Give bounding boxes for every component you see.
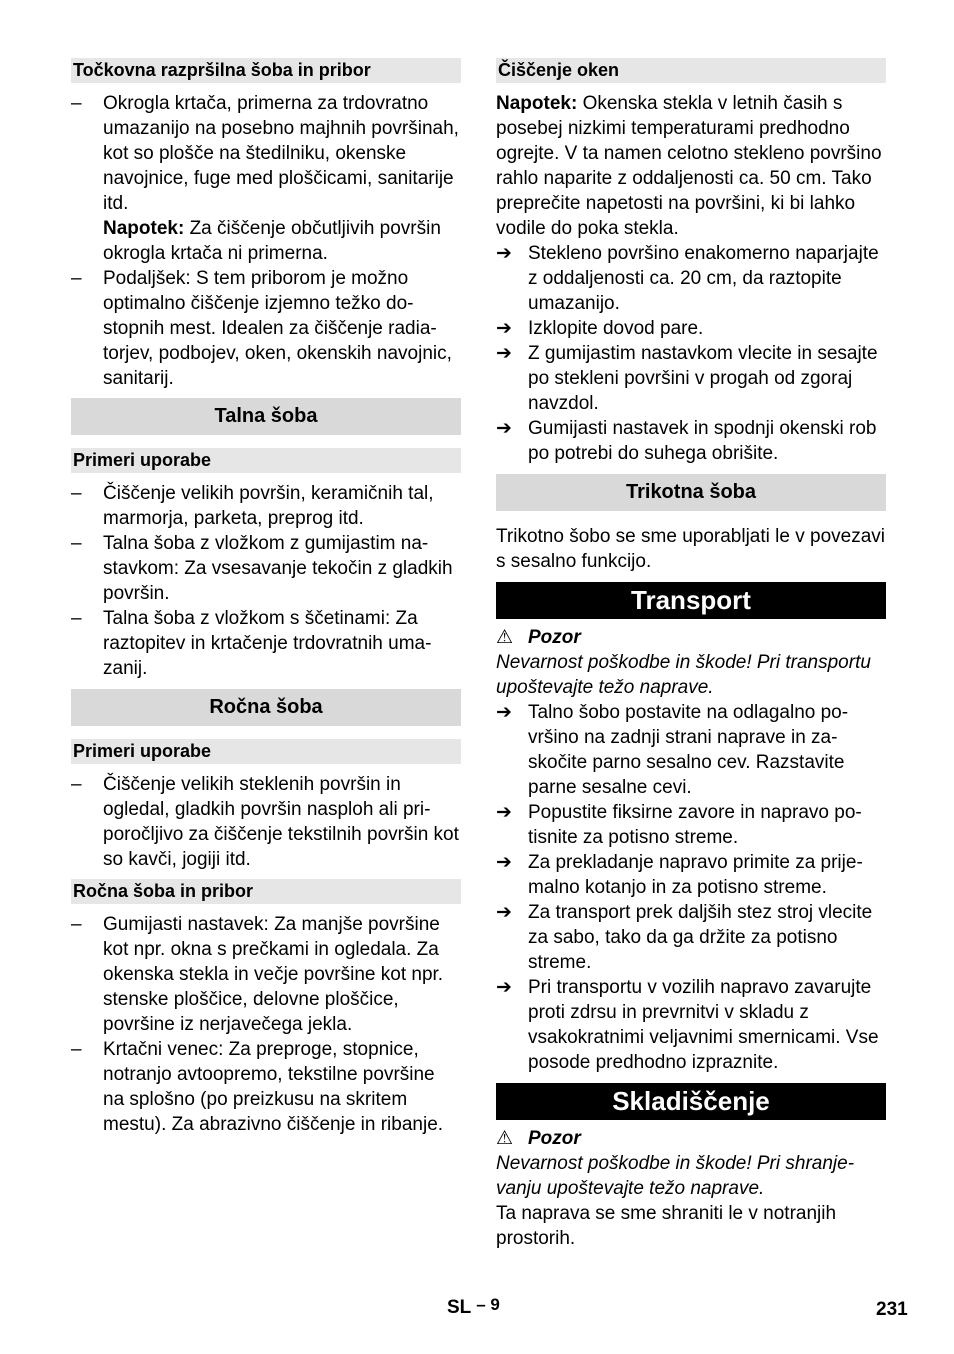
section-triangle-nozzle: Trikotna šoba bbox=[496, 474, 886, 511]
note-label: Napotek: bbox=[496, 93, 578, 114]
heading-spot-nozzle: Točkovna razpršilna šoba in pribor bbox=[71, 58, 461, 83]
language-code: SL bbox=[447, 1297, 471, 1318]
note-text: Za čiščenje občutljivih površin okrogla krtača ni primerna. bbox=[103, 218, 441, 264]
section-hand-nozzle: Ročna šoba bbox=[71, 689, 461, 726]
arrow-icon: ➔ bbox=[496, 702, 512, 723]
warning-title-text: Pozor bbox=[528, 627, 581, 648]
dash-marker: – bbox=[71, 483, 82, 504]
arrow-icon: ➔ bbox=[496, 418, 512, 439]
warning-icon: ⚠ bbox=[496, 1128, 514, 1149]
list-item-text: Gumijasti nastavek: Za manjše površine kot npr. okna s prečkami in ogledala. Za okenska stekla in večje površine kot npr. stenske ploščice, delovne ploščice, površine iz nerjavečega jekla. bbox=[103, 914, 444, 1035]
list-item bbox=[71, 91, 461, 216]
subheading-usage: Primeri uporabe bbox=[71, 448, 461, 473]
page-number: 231 bbox=[876, 1299, 908, 1320]
step-item bbox=[496, 316, 886, 341]
step-item bbox=[496, 700, 886, 800]
dash-marker: – bbox=[71, 1039, 82, 1060]
paragraph: Ta naprava se sme shraniti le v notranjih prostorih. bbox=[496, 1203, 837, 1249]
list-item bbox=[71, 912, 461, 1037]
arrow-icon: ➔ bbox=[496, 243, 512, 264]
footer-page-label bbox=[447, 1297, 500, 1319]
step-item bbox=[496, 975, 886, 1075]
step-text: Gumijasti nastavek in spodnji okenski rob po potrebi do suhega obrišite. bbox=[528, 418, 877, 464]
note-label: Napotek: bbox=[103, 218, 185, 239]
step-text: Talno šobo postavite na odlagalno površino na zadnji strani naprave in zaskočite parno sesalno cev. Razstavite parne sesalne cevi. bbox=[528, 702, 849, 798]
list-item bbox=[71, 1037, 461, 1137]
step-item bbox=[496, 241, 886, 316]
subheading-hand-nozzle-accessories: Ročna šoba in pribor bbox=[71, 879, 461, 904]
list-item bbox=[71, 266, 461, 391]
step-text: Za prekladanje napravo primite za prijemalno kotanjo in za potisno streme. bbox=[528, 852, 863, 898]
list-item-text: Podaljšek: S tem priborom je možno optimalno čiščenje izjemno težko dostopnih mest. Idealen za čiščenje radiatorjev, podbojev, oken, okenskih navojnic, sanitarij. bbox=[103, 268, 452, 389]
section-page-number: – 9 bbox=[476, 1295, 500, 1314]
step-text: Pri transportu v vozilih napravo zavarujte proti zdrsu in prevrnitvi v skladu z vsakokratnimi veljavnimi smernicami. Vse posode predhodno izpraznite. bbox=[528, 977, 879, 1073]
arrow-icon: ➔ bbox=[496, 318, 512, 339]
arrow-icon: ➔ bbox=[496, 343, 512, 364]
section-floor-nozzle: Talna šoba bbox=[71, 398, 461, 435]
step-text: Izklopite dovod pare. bbox=[528, 318, 704, 339]
warning-icon: ⚠ bbox=[496, 627, 514, 648]
arrow-icon: ➔ bbox=[496, 902, 512, 923]
step-item bbox=[496, 416, 886, 466]
note bbox=[71, 216, 461, 266]
step-text: Stekleno površino enakomerno naparjajte z oddaljenosti ca. 20 cm, da raztopite umazanijo. bbox=[528, 243, 879, 314]
step-text: Z gumijastim nastavkom vlecite in sesajte po stekleni površini v progah od zgoraj navzdol. bbox=[528, 343, 878, 414]
step-text: Popustite fiksirne zavore in napravo potisnite za potisno streme. bbox=[528, 802, 862, 848]
step-item bbox=[496, 900, 886, 975]
dash-marker: – bbox=[71, 93, 82, 114]
step-item bbox=[496, 850, 886, 900]
arrow-icon: ➔ bbox=[496, 977, 512, 998]
dash-marker: – bbox=[71, 914, 82, 935]
list-item bbox=[71, 772, 461, 872]
warning-text: Nevarnost poškodbe in škode! Pri shranjevanju upoštevajte težo naprave. bbox=[496, 1153, 855, 1199]
warning-title bbox=[496, 625, 886, 650]
step-item bbox=[496, 800, 886, 850]
arrow-icon: ➔ bbox=[496, 802, 512, 823]
right-column bbox=[496, 58, 886, 1251]
dash-marker: – bbox=[71, 268, 82, 289]
section-storage: Skladiščenje bbox=[496, 1083, 886, 1120]
note-text: Okenska stekla v letnih časih s posebej nizkimi temperaturami predhodno ogrejte. V ta namen celotno stekleno površino rahlo naparite z oddaljenosti ca. 50 cm. Tako preprečite napetosti na površini, ki bi lahko vodile do poka stekla. bbox=[496, 93, 882, 239]
section-transport: Transport bbox=[496, 582, 886, 619]
dash-marker: – bbox=[71, 533, 82, 554]
dash-marker: – bbox=[71, 774, 82, 795]
list-item-text: Okrogla krtača, primerna za trdovratno umazanijo na posebno majhnih površinah, kot so plošče na štedilniku, okenske navojnice, fuge med ploščicami, sanitarije itd. bbox=[103, 93, 459, 214]
warning-title-text: Pozor bbox=[528, 1128, 581, 1149]
list-item-text: Talna šoba z vložkom s ščetinami: Za raztopitev in krtačenje trdovratnih umazanij. bbox=[103, 608, 432, 679]
paragraph: Trikotno šobo se sme uporabljati le v povezavi s sesalno funkcijo. bbox=[496, 526, 885, 572]
note bbox=[496, 91, 886, 241]
list-item bbox=[71, 481, 461, 531]
list-item-text: Čiščenje velikih površin, keramičnih tal, marmorja, parketa, preprog itd. bbox=[103, 483, 434, 529]
left-column bbox=[71, 58, 461, 1137]
list-item-text: Čiščenje velikih steklenih površin in ogledal, gladkih površin nasploh ali priporočljivo za čiščenje tekstilnih površin kot so kavči, jogiji itd. bbox=[103, 774, 459, 870]
list-item-text: Talna šoba z vložkom z gumijastim nastavkom: Za vsesavanje tekočin z gladkih površin. bbox=[103, 533, 453, 604]
step-text: Za transport prek daljših stez stroj vlecite za sabo, tako da ga držite za potisno streme. bbox=[528, 902, 873, 973]
list-item bbox=[71, 606, 461, 681]
arrow-icon: ➔ bbox=[496, 852, 512, 873]
dash-marker: – bbox=[71, 608, 82, 629]
list-item bbox=[71, 531, 461, 606]
list-item-text: Krtačni venec: Za preproge, stopnice, notranjo avtoopremo, tekstilne površine na splošno (po preizkusu na skritem mestu). Za abrazivno čiščenje in ribanje. bbox=[103, 1039, 444, 1135]
warning-title bbox=[496, 1126, 886, 1151]
step-item bbox=[496, 341, 886, 416]
warning-text: Nevarnost poškodbe in škode! Pri transportu upoštevajte težo naprave. bbox=[496, 652, 871, 698]
heading-window-cleaning: Čiščenje oken bbox=[496, 58, 886, 83]
subheading-usage: Primeri uporabe bbox=[71, 739, 461, 764]
